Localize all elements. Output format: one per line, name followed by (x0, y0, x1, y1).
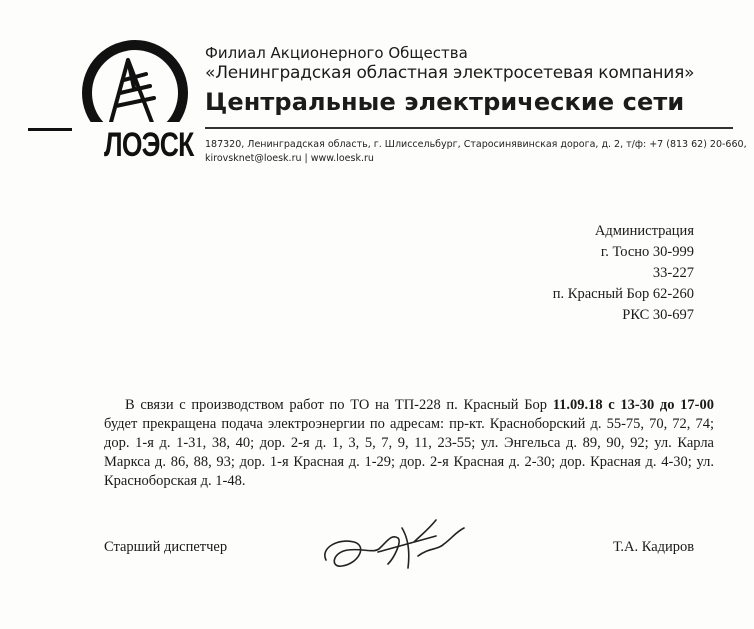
logo-text: ЛОЭСК (104, 126, 194, 164)
notice-body (104, 396, 714, 491)
organization-name (205, 44, 745, 117)
signer-position: Старший диспетчер (104, 539, 228, 555)
letterhead (0, 0, 754, 185)
addressee-line: г. Тосно 30-999 (600, 244, 694, 260)
signer-name: Т.А. Кадиров (613, 539, 695, 555)
addressee-block (553, 221, 694, 326)
notice-datetime: 11.09.18 с 13-30 до 17-00 (552, 397, 714, 413)
addressee-line: РКС 30-697 (622, 307, 694, 323)
addressee-line: 33-227 (652, 265, 694, 281)
addressee-line: Администрация (594, 223, 694, 239)
header-divider (205, 127, 733, 129)
org-company-line: «Ленинградская областная электросетевая компания» (205, 63, 695, 83)
contacts-email-web: kirovsknet@loesk.ru | www.loesk.ru (205, 153, 374, 164)
notice-paragraph (104, 396, 714, 491)
contacts-address: 187320, Ленинградская область, г. Шлиссельбург, Старосинявинская дорога, д. 2, т/ф: +7 (813 62) 20-660, (205, 139, 747, 150)
org-contacts (205, 138, 745, 166)
notice-text-intro: В связи с производством работ по ТО на ТП-228 п. Красный Бор (125, 397, 553, 413)
org-branch-line: Филиал Акционерного Общества (205, 44, 468, 62)
handwritten-signature (318, 508, 468, 574)
addressee-line: п. Красный Бор 62-260 (552, 286, 694, 302)
company-logo (28, 38, 198, 163)
org-division-line: Центральные электрические сети (205, 88, 685, 116)
notice-text-addresses: будет прекращена подача электроэнергии по адресам: пр-кт. Красноборский д. 55-75, 70, 72, 74; дор. 1-я д. 1-31, 38, 40; дор. 2-я д. 1, 3, 5, 7, 9, 11, 23-55; ул. Энгельса д. 89, 90, 92; ул. Карла Маркса д. 86, 88, 93; дор. 1-я Красная д. 1-29; дор. 2-я Красная д. 2-30; дор. Красная д. 4-30; ул. Красноборская д. 1-48. (104, 416, 714, 489)
signature-icon (318, 508, 468, 574)
